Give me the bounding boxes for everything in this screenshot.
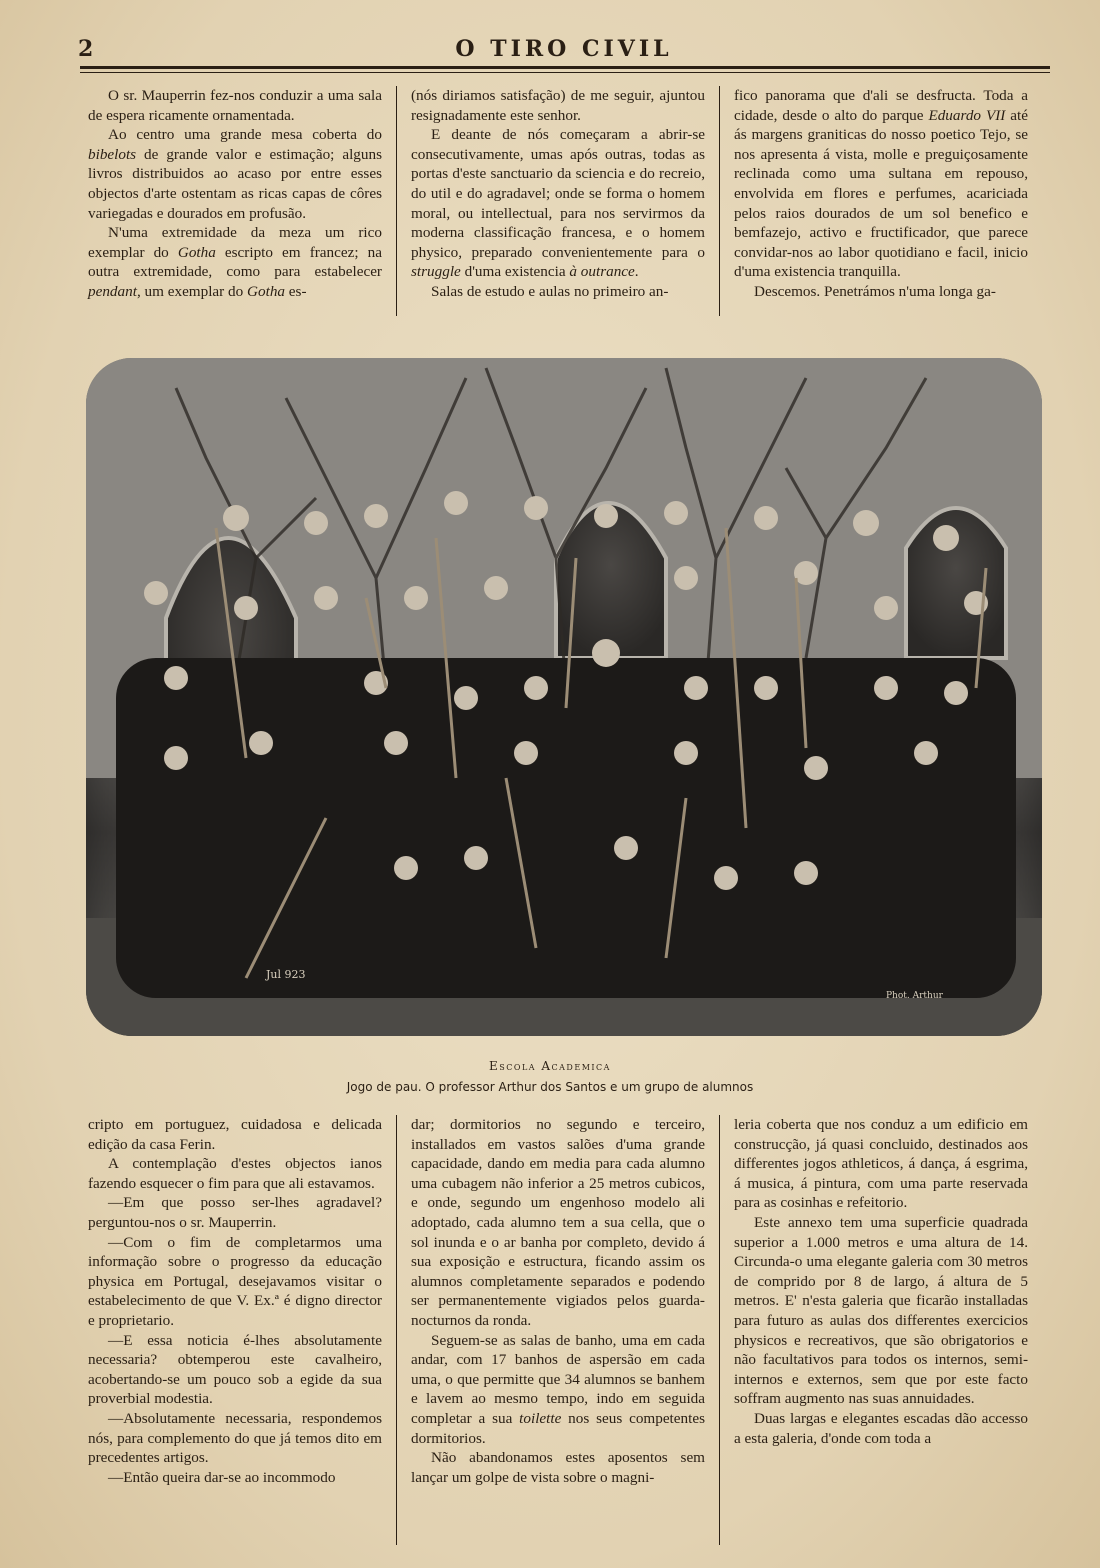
paragraph: Não abandonamos estes aposentos sem lançar um golpe de vista sobre o magni- xyxy=(411,1449,705,1486)
group-photograph xyxy=(86,358,1042,1036)
top-text-columns xyxy=(80,86,1050,316)
paragraph: A contemplação d'estes objectos ianos fazendo esquecer o fim para que ali estavamos. xyxy=(88,1155,382,1192)
top-column-1 xyxy=(80,86,390,316)
bottom-text-columns xyxy=(80,1115,1050,1545)
paragraph: cripto em portuguez, cuidadosa e delicada edição da casa Ferin. xyxy=(88,1116,382,1153)
page-number: 2 xyxy=(78,36,94,62)
column-divider xyxy=(396,86,397,316)
paragraph: Descemos. Penetrámos n'uma longa ga- xyxy=(754,282,996,300)
paragraph: —E essa noticia é-lhes absolutamente necessaria? obtemperou este cavalheiro, acobertando-se um pouco sob a egide da sua proverbial modestia. xyxy=(88,1331,382,1408)
masthead-title: O TIRO CIVIL xyxy=(455,36,673,62)
paragraph: Este annexo tem uma superficie quadrada superior a 1.000 metros e uma altura de 14. Circunda-o uma elegante galeria com 30 metros de comprido por 8 de largo, á altura de 5 metros. E' n'esta galeria que ficarão installadas para futuro as aulas dos differentes exercicios physicos e recreativos, que são obrigatorios e não facultativos para todos os internos, semi-internos e externos, sem que por este facto soffram augmento nas suas annuidades. xyxy=(734,1213,1028,1408)
bottom-column-3 xyxy=(726,1115,1036,1545)
paragraph: —Em que posso ser-lhes agradavel? perguntou-nos o sr. Mauperrin. xyxy=(88,1194,382,1231)
photo-caption-subtitle: Jogo de pau. O professor Arthur dos Santos e um grupo de alumnos xyxy=(346,1080,754,1094)
paragraph: N'uma extremidade da meza um rico exemplar do Gotha escripto em francez; na outra extremidade, como para estabelecer pendant, um exemplar do Gotha es- xyxy=(88,224,382,300)
page-header xyxy=(78,34,1050,64)
paragraph: (nós diriamos satisfação) de me seguir, ajuntou resignadamente este senhor. xyxy=(411,87,705,124)
header-rule-thick xyxy=(80,66,1050,69)
paragraph: —Absolutamente necessaria, respondemos nós, para complemento do que já temos dito em precedentes artigos. xyxy=(88,1409,382,1467)
header-rule-thin xyxy=(80,72,1050,73)
paragraph: —Com o fim de completarmos uma informação sobre o progresso da educação physica em Portugal, desejavamos visitar o estabelecimento de que V. Ex.ª é digno director e proprietario. xyxy=(88,1233,382,1329)
paragraph: dar; dormitorios no segundo e terceiro, installados em vastos salões d'uma grande capacidade, dando em media para cada alumno uma cubagem não inferior a 25 metros cubicos, e onde, segundo um engenhoso modelo ali adoptado, cada alumno tem a sua cella, que o sol inunda e o ar banha por completo, devido á sua exposição e estructura, ficando assim os alumnos completamente separados e podendo ser permanentemente vigiados pelos guarda-nocturnos da ronda. xyxy=(411,1116,705,1329)
top-column-3 xyxy=(726,86,1036,316)
column-divider xyxy=(396,1115,397,1545)
photographer-credit: Phot. Arthur xyxy=(886,991,943,1001)
paragraph: fico panorama que d'ali se desfructa. Toda a cidade, desde o alto do parque Eduardo VII até ás margens graniticas do nosso poetico Tejo, se nos apresenta á vista, molle e preguiçosamente reclinada como uma sultana em repouso, envolvida em flores e perfumes, acariciada pelos raios dourados de um sol benefico e bemfazejo, activo e fructificador, que parece convidar-nos ao labor quotidiano e facil, inicio d'uma existencia tranquilla. xyxy=(734,87,1028,281)
bottom-column-2 xyxy=(403,1115,713,1545)
bottom-column-1 xyxy=(80,1115,390,1545)
column-divider xyxy=(719,86,720,316)
paragraph: E deante de nós começaram a abrir-se consecutivamente, umas após outras, todas as portas d'este sanctuario da sciencia e do recreio, do util e do agradavel; onde se forma o homem moral, ou intellectual, para nos servirmos da moderna classificação francesa, e o homem physico, preparado convenientemente para o struggle d'uma existencia à outrance. xyxy=(411,126,705,281)
paragraph: Seguem-se as salas de banho, uma em cada andar, com 17 banhos de aspersão em cada uma, o que permitte que 34 alumnos se banhem e lavem ao mesmo tempo, indo em seguida completar a sua toilette nos seus competentes dormitorios. xyxy=(411,1331,705,1447)
paragraph: O sr. Mauperrin fez-nos conduzir a uma sala de espera ricamente ornamentada. xyxy=(88,87,382,124)
paragraph: Salas de estudo e aulas no primeiro an- xyxy=(431,282,669,300)
top-column-2 xyxy=(403,86,713,316)
paragraph: Ao centro uma grande mesa coberta do bibelots de grande valor e estimação; alguns livros distribuidos ao acaso por entre esses objectos d'arte ostentam as ricas capas de côres variegadas e dourados em profusão. xyxy=(88,126,382,222)
photo-caption-title: Escola Academica xyxy=(489,1059,611,1073)
paragraph: —Então queira dar-se ao incommodo xyxy=(108,1468,336,1486)
paragraph: leria coberta que nos conduz a um edificio em construcção, já quasi concluido, destinados aos differentes jogos athleticos, á dança, á esgrima, á musica, á pintura, com uma parte reservada para as cosinhas e refeitorio. xyxy=(734,1116,1028,1212)
paragraph: Duas largas e elegantes escadas dão accesso a esta galeria, d'onde com toda a xyxy=(734,1409,1028,1447)
photo-illustration xyxy=(86,358,1042,1036)
column-divider xyxy=(719,1115,720,1545)
photo-signature: Jul 923 xyxy=(266,968,306,981)
